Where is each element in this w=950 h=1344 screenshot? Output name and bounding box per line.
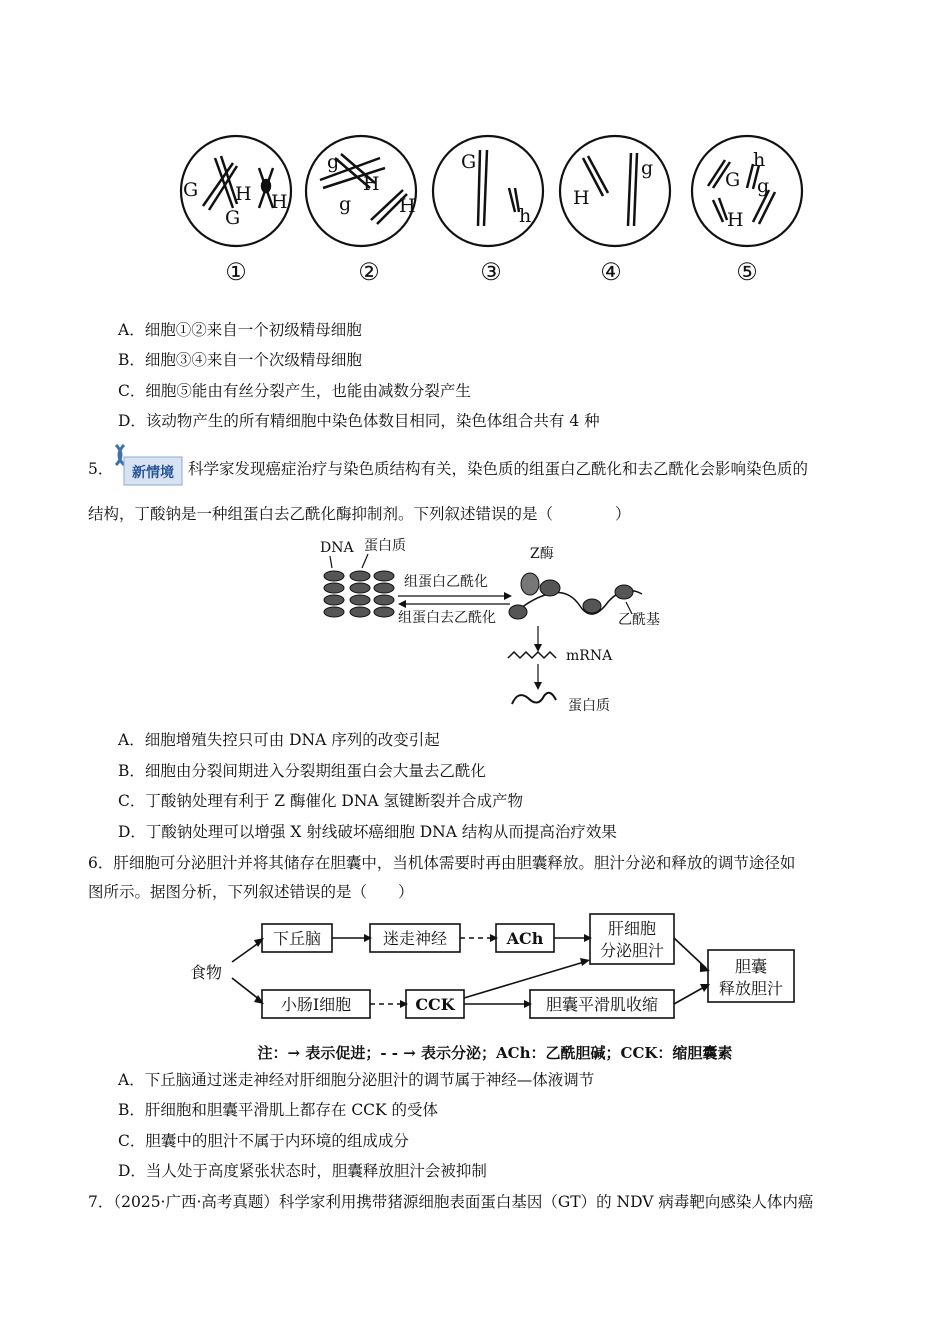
chromosome — [478, 150, 487, 226]
z-enzyme-shape — [521, 573, 539, 595]
label-mrna: mRNA — [566, 648, 613, 664]
diagram-note: 注：→ 表示促进；- - → 表示分泌；ACh：乙酰胆碱；CCK：缩胆囊素 — [257, 1044, 733, 1062]
gene-letter: G — [461, 151, 477, 173]
label-smooth-muscle: 胆囊平滑肌收缩 — [545, 995, 659, 1014]
label-food: 食物 — [189, 963, 223, 982]
dna-helix-icon — [116, 445, 124, 465]
q6-stem-line-2: 图所示。据图分析，下列叙述错误的是（ ） — [88, 883, 414, 901]
label-deacetylation: 组蛋白去乙酰化 — [398, 610, 496, 626]
q6-stem-line-1: 6．肝细胞可分泌胆汁并将其储存在胆囊中，当机体需要时再由胆囊释放。胆汁分泌和释放的调节途径如 — [88, 854, 796, 872]
cell-label-5: ⑤ — [736, 258, 758, 286]
q5-option-d: D．丁酸钠处理可以增强 X 射线破坏癌细胞 DNA 结构从而提高治疗效果 — [118, 823, 617, 841]
cell-label-2: ② — [358, 258, 380, 286]
q5-stem-line-2: 结构，丁酸钠是一种组蛋白去乙酰化酶抑制剂。下列叙述错误的是（ ） — [88, 505, 631, 523]
q4-option-a: A．细胞①②来自一个初级精母细胞 — [118, 321, 362, 339]
label-acetylation: 组蛋白乙酰化 — [404, 574, 488, 590]
label-gallbladder-2: 释放胆汁 — [718, 979, 784, 998]
q5-number: 5． — [88, 460, 114, 478]
gene-letter: g — [327, 151, 340, 173]
q6-option-c: C．胆囊中的胆汁不属于内环境的组成成分 — [118, 1132, 409, 1150]
q5-stem-line-1: 科学家发现癌症治疗与染色质结构有关，染色质的组蛋白乙酰化和去乙酰化会影响染色质的 — [188, 460, 809, 478]
cell-division-figure — [175, 128, 815, 288]
gene-letter: g — [339, 193, 352, 215]
new-context-badge — [112, 441, 185, 491]
q5-option-a: A．细胞增殖失控只可由 DNA 序列的改变引起 — [118, 731, 440, 749]
gene-letter: H — [363, 173, 380, 195]
cell-5-circle — [692, 136, 802, 246]
chromosome — [509, 188, 519, 212]
label-intestine: 小肠Ⅰ细胞 — [280, 995, 352, 1014]
chromosome — [628, 153, 637, 226]
label-dna: DNA — [320, 540, 354, 556]
q7-stem-line-1: 7．（2025·广西·高考真题）科学家利用携带猪源细胞表面蛋白基因（GT）的 NDV 病毒靶向感染人体内癌 — [88, 1193, 814, 1211]
q6-option-a: A．下丘脑通过迷走神经对肝细胞分泌胆汁的调节属于神经—体液调节 — [118, 1071, 595, 1089]
label-protein-top: 蛋白质 — [364, 538, 406, 554]
q5-option-b: B．细胞由分裂间期进入分裂期组蛋白会大量去乙酰化 — [118, 762, 486, 780]
label-gallbladder-1: 胆囊 — [734, 957, 768, 976]
cell-2-circle — [306, 136, 416, 246]
label-protein-bottom: 蛋白质 — [568, 698, 610, 714]
badge-label: 新情境 — [132, 465, 174, 481]
gene-letter: h — [753, 149, 766, 171]
q6-option-d: D．当人处于高度紧张状态时，胆囊释放胆汁会被抑制 — [118, 1162, 487, 1180]
label-hypothalamus: 下丘脑 — [272, 929, 322, 948]
gene-letter: h — [519, 205, 532, 227]
chromatin-figure — [312, 532, 672, 722]
q4-option-b: B．细胞③④来自一个次级精母细胞 — [118, 351, 362, 369]
label-cck: CCK — [415, 995, 455, 1014]
cell-label-4: ④ — [600, 258, 622, 286]
gene-letter: H — [573, 187, 590, 209]
gene-letter: H — [235, 183, 252, 205]
gene-letter: G — [183, 179, 199, 201]
gene-letter: H — [271, 191, 288, 213]
label-vagus: 迷走神经 — [382, 929, 448, 948]
q6-option-b: B．肝细胞和胆囊平滑肌上都存在 CCK 的受体 — [118, 1101, 439, 1119]
cell-label-1: ① — [225, 258, 247, 286]
label-ach: ACh — [506, 929, 544, 948]
gene-letter: g — [641, 157, 654, 179]
gene-letter: g — [757, 175, 770, 197]
label-liver-1: 肝细胞 — [607, 919, 657, 938]
bile-regulation-diagram — [180, 910, 810, 1065]
gene-letter: H — [727, 209, 744, 231]
gene-letter: G — [225, 207, 241, 229]
gene-letter: H — [399, 195, 416, 217]
q5-option-c: C．丁酸钠处理有利于 Z 酶催化 DNA 氢键断裂并合成产物 — [118, 792, 524, 810]
q4-option-d: D．该动物产生的所有精细胞中染色体数目相同，染色体组合共有 4 种 — [118, 412, 600, 430]
gene-letter: G — [725, 169, 741, 191]
label-liver-2: 分泌胆汁 — [599, 941, 665, 960]
cell-label-3: ③ — [480, 258, 502, 286]
label-z-enzyme: Z酶 — [530, 546, 554, 562]
label-acetyl-group: 乙酰基 — [618, 612, 660, 628]
chromosome — [713, 198, 727, 222]
q4-option-c: C．细胞⑤能由有丝分裂产生，也能由减数分裂产生 — [118, 382, 471, 400]
